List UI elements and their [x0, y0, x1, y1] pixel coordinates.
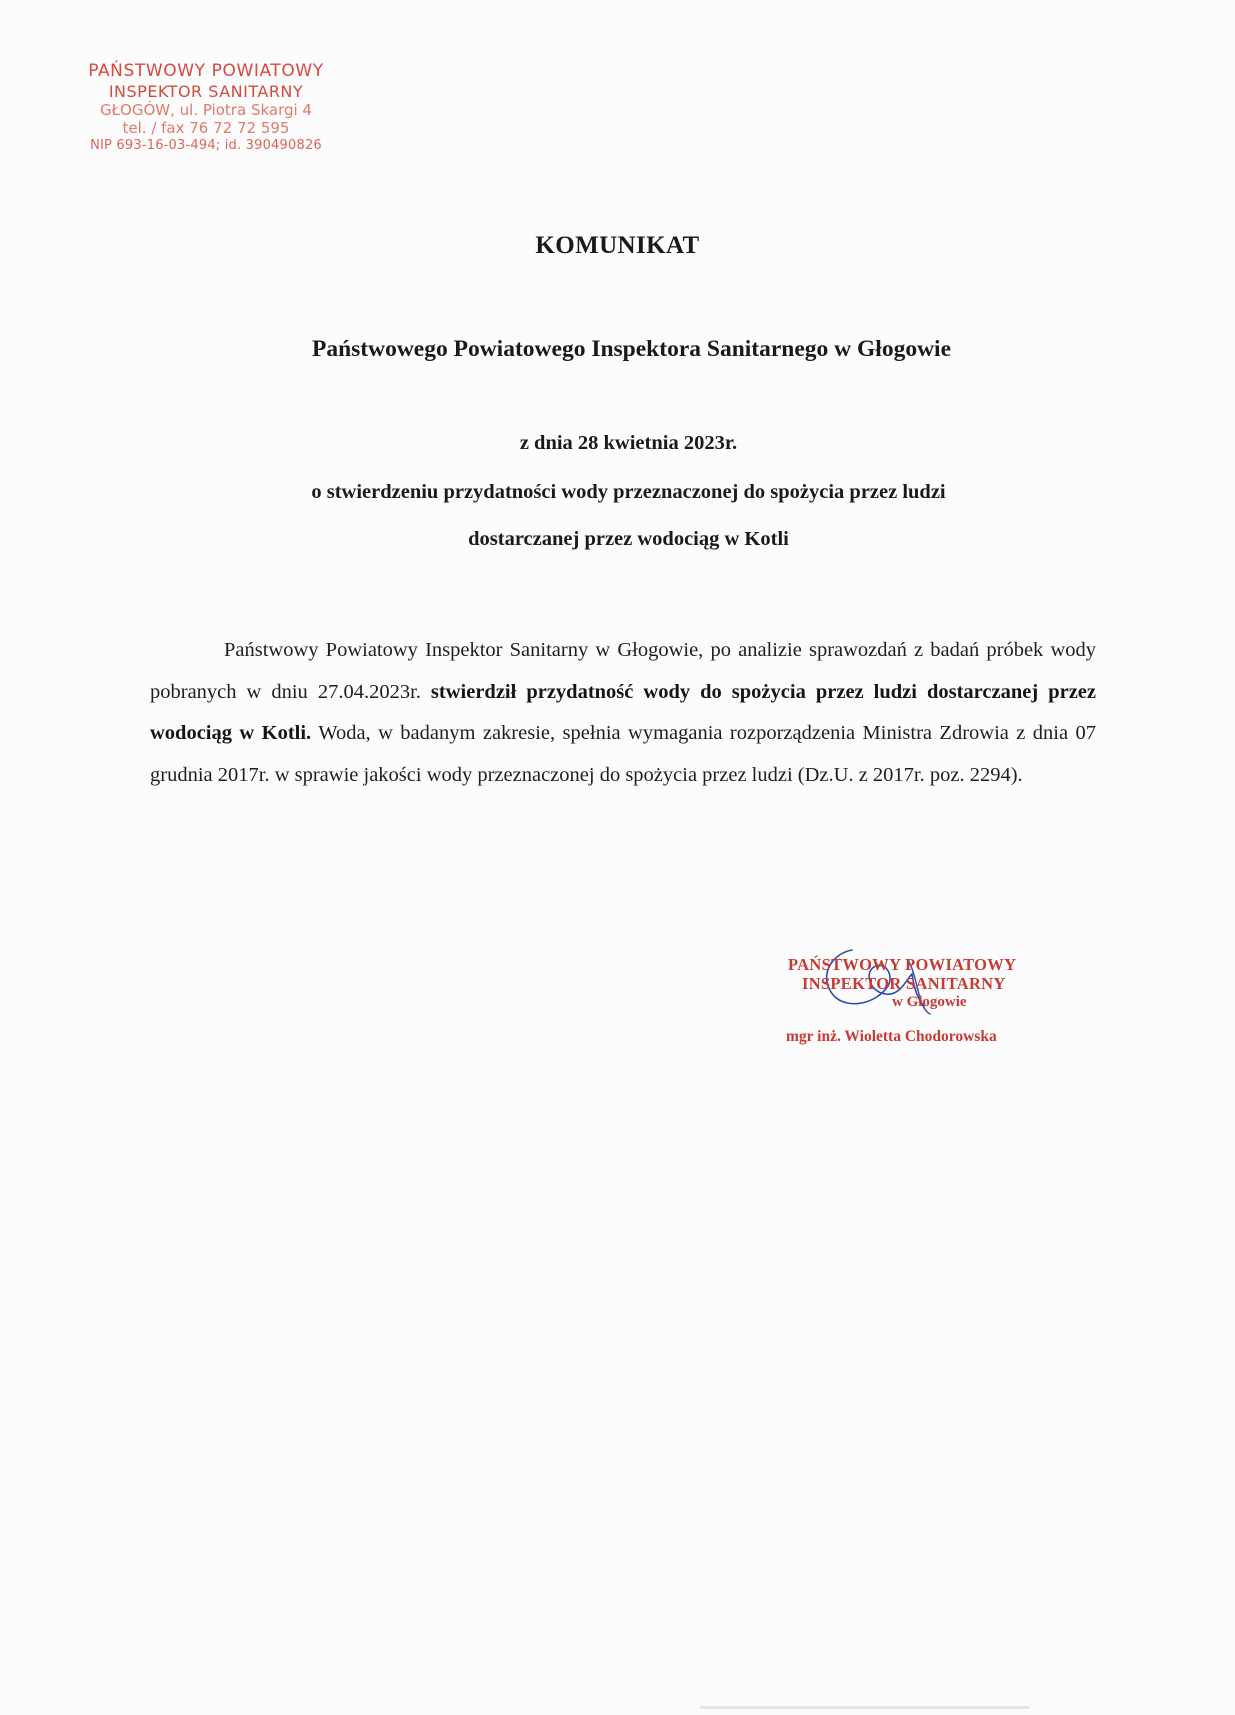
signature-stamp-line2: INSPEKTOR SANITARNY	[802, 974, 1006, 994]
body-text-part1: Państwowy Powiatowy Inspektor Sanitarny w Głogowie, po analizie sprawozdań z badań próbek wody pobranych w dniu 27.04.2023r.	[150, 639, 1096, 703]
header-stamp-phone: tel. / fax 76 72 72 595	[122, 119, 290, 138]
document-subject-line2: dostarczanej przez wodociąg w Kotli	[468, 528, 789, 550]
header-stamp	[56, 62, 356, 154]
header-stamp-address: GŁOGÓW, ul. Piotra Skargi 4	[100, 100, 312, 119]
document-date: z dnia 28 kwietnia 2023r.	[519, 432, 738, 454]
body-text-bold-finding: stwierdził przydatność wody do spożycia przez ludzi dostarczanej przez wodociąg w Kotli.	[150, 680, 1096, 744]
header-stamp-nip: NIP 693-16-03-494; id. 390490826	[90, 138, 322, 154]
header-stamp-line2: INSPEKTOR SANITARNY	[108, 81, 304, 101]
body-text-part3: Woda, w badanym zakresie, spełnia wymagania rozporządzenia Ministra Zdrowia z dnia 07 grudnia 2017r. w sprawie jakości wody przeznaczonej do spożycia przez ludzi (Dz.U. z 2017r. poz. 2294).	[150, 722, 1097, 786]
signature-stamp-line1: PAŃSTWOWY POWIATOWY	[788, 955, 1017, 974]
header-stamp-line1: PAŃSTWOWY POWIATOWY	[88, 61, 324, 81]
signature-stamp	[774, 956, 1074, 1045]
scan-artifact-divider	[700, 1706, 1030, 1709]
signatory-name: mgr inż. Wioletta Chodorowska	[786, 1027, 997, 1045]
document-issuer: Państwowego Powiatowego Inspektora Sanitarnego w Głogowie	[311, 336, 952, 362]
document-subject-line1: o stwierdzeniu przydatności wody przeznaczonej do spożycia przez ludzi	[311, 481, 946, 503]
body-paragraph	[150, 630, 1096, 796]
signature-stamp-line3: w Głogowie	[892, 994, 967, 1011]
document-title: KOMUNIKAT	[535, 232, 700, 259]
